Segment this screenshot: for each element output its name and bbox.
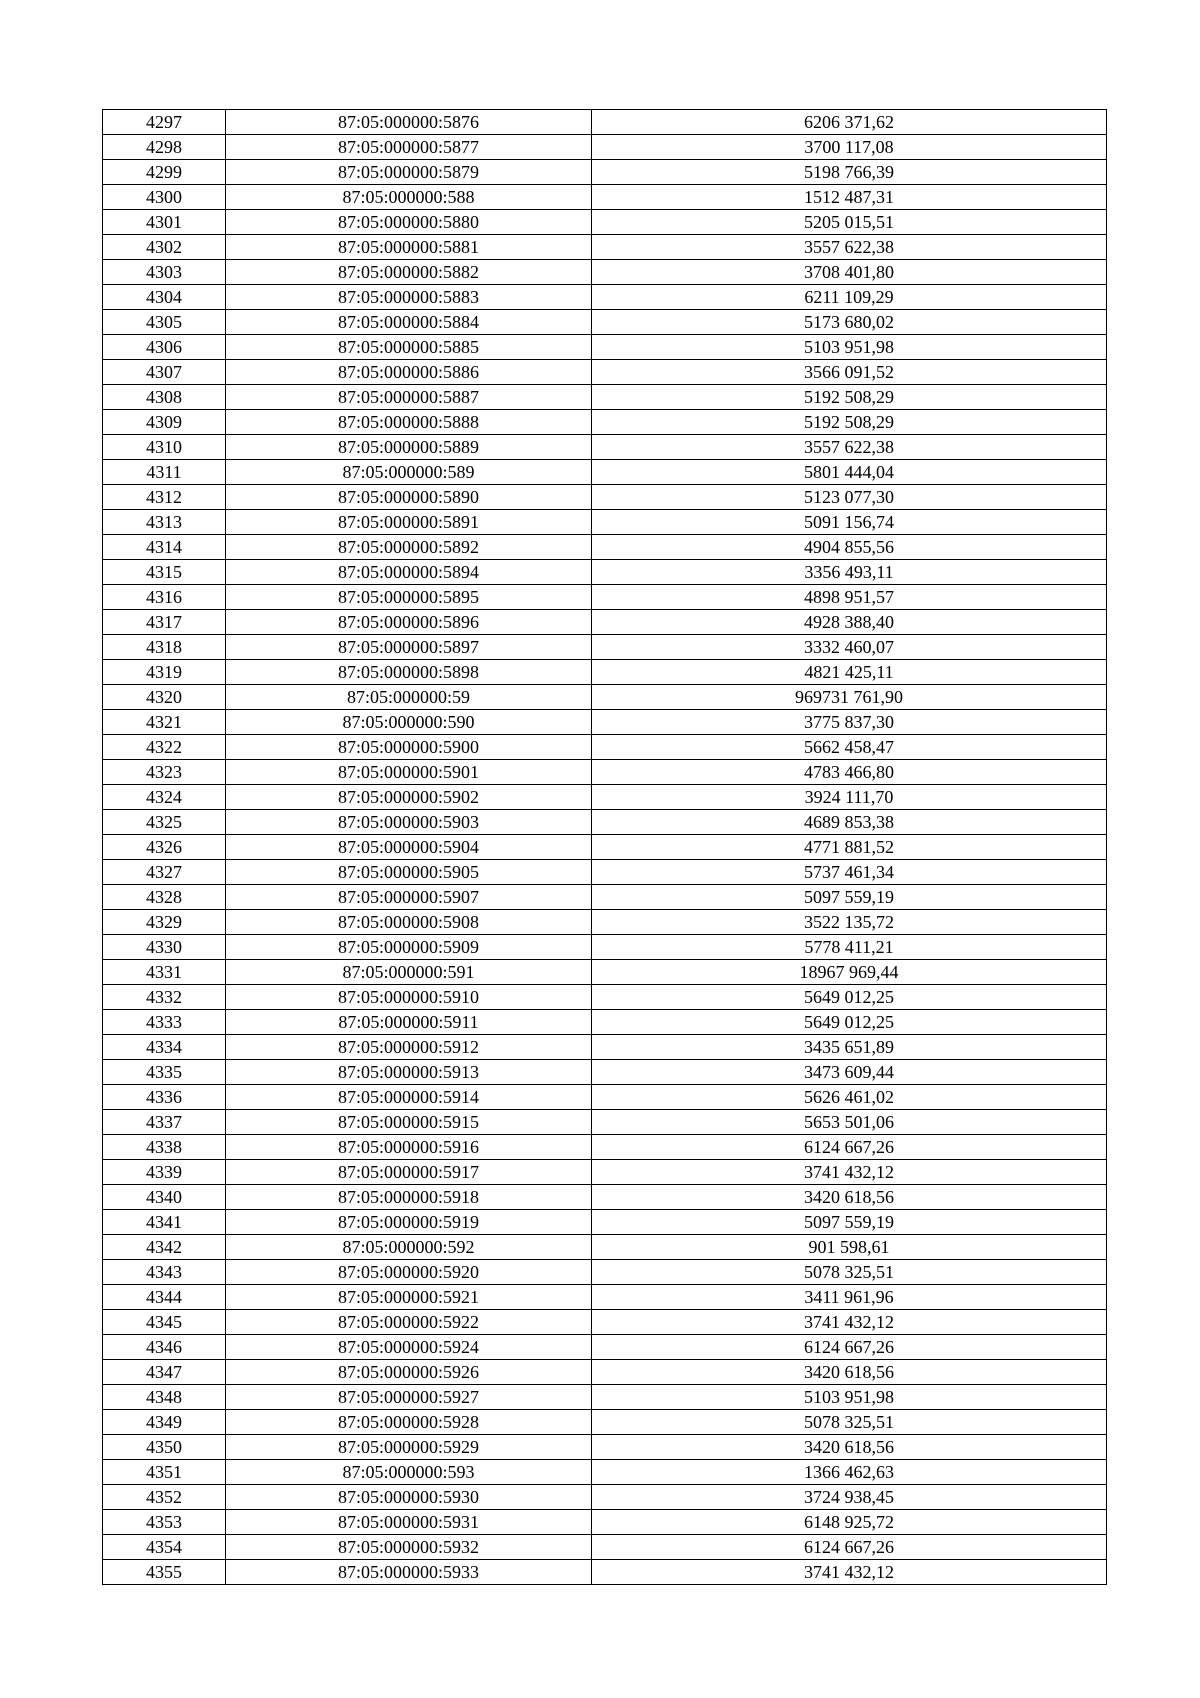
table-row: [103, 1460, 1107, 1485]
cadastral-value-cell: 3557 622,38: [592, 435, 1107, 460]
row-number-cell: 4325: [103, 810, 226, 835]
cadastral-number-cell: 87:05:000000:5901: [226, 760, 592, 785]
row-number-cell: 4307: [103, 360, 226, 385]
cadastral-value-cell: 5078 325,51: [592, 1260, 1107, 1285]
row-number-cell: 4319: [103, 660, 226, 685]
table-row: [103, 1185, 1107, 1210]
cadastral-value-cell: 4898 951,57: [592, 585, 1107, 610]
cadastral-number-cell: 87:05:000000:5895: [226, 585, 592, 610]
table-row: [103, 535, 1107, 560]
table-row: [103, 1110, 1107, 1135]
cadastral-number-cell: 87:05:000000:5921: [226, 1285, 592, 1310]
table-row: [103, 1310, 1107, 1335]
table-row: [103, 435, 1107, 460]
cadastral-value-cell: 5653 501,06: [592, 1110, 1107, 1135]
row-number-cell: 4351: [103, 1460, 226, 1485]
row-number-cell: 4333: [103, 1010, 226, 1035]
row-number-cell: 4302: [103, 235, 226, 260]
row-number-cell: 4335: [103, 1060, 226, 1085]
row-number-cell: 4342: [103, 1235, 226, 1260]
table-row: [103, 1510, 1107, 1535]
cadastral-number-cell: 87:05:000000:589: [226, 460, 592, 485]
table-row: [103, 760, 1107, 785]
cadastral-number-cell: 87:05:000000:5913: [226, 1060, 592, 1085]
cadastral-value-cell: 6206 371,62: [592, 110, 1107, 135]
cadastral-number-cell: 87:05:000000:5932: [226, 1535, 592, 1560]
row-number-cell: 4348: [103, 1385, 226, 1410]
row-number-cell: 4327: [103, 860, 226, 885]
cadastral-value-cell: 901 598,61: [592, 1235, 1107, 1260]
cadastral-value-cell: 3566 091,52: [592, 360, 1107, 385]
table-row: [103, 335, 1107, 360]
row-number-cell: 4318: [103, 635, 226, 660]
table-row: [103, 135, 1107, 160]
cadastral-number-cell: 87:05:000000:5931: [226, 1510, 592, 1535]
cadastral-value-cell: 5078 325,51: [592, 1410, 1107, 1435]
cadastral-number-cell: 87:05:000000:5876: [226, 110, 592, 135]
table-row: [103, 285, 1107, 310]
row-number-cell: 4313: [103, 510, 226, 535]
table-row: [103, 1135, 1107, 1160]
table-row: [103, 1360, 1107, 1385]
row-number-cell: 4323: [103, 760, 226, 785]
cadastral-value-cell: 5123 077,30: [592, 485, 1107, 510]
row-number-cell: 4331: [103, 960, 226, 985]
row-number-cell: 4343: [103, 1260, 226, 1285]
table-row: [103, 735, 1107, 760]
cadastral-number-cell: 87:05:000000:5924: [226, 1335, 592, 1360]
cadastral-number-cell: 87:05:000000:5891: [226, 510, 592, 535]
cadastral-number-cell: 87:05:000000:5916: [226, 1135, 592, 1160]
table-row: [103, 985, 1107, 1010]
table-row: [103, 110, 1107, 135]
row-number-cell: 4311: [103, 460, 226, 485]
cadastral-value-cell: 3741 432,12: [592, 1560, 1107, 1585]
cadastral-number-cell: 87:05:000000:5892: [226, 535, 592, 560]
cadastral-value-cell: 969731 761,90: [592, 685, 1107, 710]
cadastral-number-cell: 87:05:000000:588: [226, 185, 592, 210]
row-number-cell: 4347: [103, 1360, 226, 1385]
row-number-cell: 4350: [103, 1435, 226, 1460]
cadastral-value-cell: 1512 487,31: [592, 185, 1107, 210]
cadastral-number-cell: 87:05:000000:5926: [226, 1360, 592, 1385]
table-row: [103, 360, 1107, 385]
table-row: [103, 960, 1107, 985]
table-row: [103, 410, 1107, 435]
table-row: [103, 935, 1107, 960]
cadastral-number-cell: 87:05:000000:5881: [226, 235, 592, 260]
cadastral-value-cell: 3741 432,12: [592, 1310, 1107, 1335]
row-number-cell: 4340: [103, 1185, 226, 1210]
cadastral-number-cell: 87:05:000000:590: [226, 710, 592, 735]
row-number-cell: 4353: [103, 1510, 226, 1535]
table-row: [103, 1010, 1107, 1035]
table-row: [103, 585, 1107, 610]
table-row: [103, 385, 1107, 410]
cadastral-value-cell: 3741 432,12: [592, 1160, 1107, 1185]
table-row: [103, 510, 1107, 535]
cadastral-value-cell: 4771 881,52: [592, 835, 1107, 860]
cadastral-number-cell: 87:05:000000:592: [226, 1235, 592, 1260]
cadastral-number-cell: 87:05:000000:5890: [226, 485, 592, 510]
row-number-cell: 4312: [103, 485, 226, 510]
table-row: [103, 910, 1107, 935]
row-number-cell: 4332: [103, 985, 226, 1010]
cadastral-number-cell: 87:05:000000:5907: [226, 885, 592, 910]
table-row: [103, 1160, 1107, 1185]
row-number-cell: 4299: [103, 160, 226, 185]
cadastral-number-cell: 87:05:000000:5903: [226, 810, 592, 835]
cadastral-value-cell: 3724 938,45: [592, 1485, 1107, 1510]
row-number-cell: 4345: [103, 1310, 226, 1335]
table-row: [103, 1535, 1107, 1560]
table-row: [103, 460, 1107, 485]
cadastral-number-cell: 87:05:000000:5929: [226, 1435, 592, 1460]
table-row: [103, 885, 1107, 910]
cadastral-value-cell: 3411 961,96: [592, 1285, 1107, 1310]
cadastral-value-cell: 6124 667,26: [592, 1335, 1107, 1360]
cadastral-value-cell: 6124 667,26: [592, 1535, 1107, 1560]
cadastral-value-cell: 3473 609,44: [592, 1060, 1107, 1085]
row-number-cell: 4298: [103, 135, 226, 160]
cadastral-number-cell: 87:05:000000:5877: [226, 135, 592, 160]
row-number-cell: 4346: [103, 1335, 226, 1360]
cadastral-value-cell: 5205 015,51: [592, 210, 1107, 235]
row-number-cell: 4306: [103, 335, 226, 360]
row-number-cell: 4354: [103, 1535, 226, 1560]
row-number-cell: 4320: [103, 685, 226, 710]
cadastral-value-cell: 3356 493,11: [592, 560, 1107, 585]
cadastral-value-cell: 4821 425,11: [592, 660, 1107, 685]
cadastral-value-cell: 3775 837,30: [592, 710, 1107, 735]
table-row: [103, 235, 1107, 260]
cadastral-value-cell: 5173 680,02: [592, 310, 1107, 335]
cadastral-number-cell: 87:05:000000:591: [226, 960, 592, 985]
row-number-cell: 4344: [103, 1285, 226, 1310]
table-row: [103, 635, 1107, 660]
cadastral-value-cell: 3435 651,89: [592, 1035, 1107, 1060]
cadastral-value-cell: 5737 461,34: [592, 860, 1107, 885]
cadastral-value-cell: 6148 925,72: [592, 1510, 1107, 1535]
cadastral-number-cell: 87:05:000000:5920: [226, 1260, 592, 1285]
cadastral-value-cell: 5778 411,21: [592, 935, 1107, 960]
cadastral-value-table: [102, 109, 1107, 1585]
cadastral-value-cell: 3420 618,56: [592, 1360, 1107, 1385]
cadastral-number-cell: 87:05:000000:5909: [226, 935, 592, 960]
table-row: [103, 560, 1107, 585]
cadastral-value-cell: 5103 951,98: [592, 335, 1107, 360]
cadastral-value-cell: 5103 951,98: [592, 1385, 1107, 1410]
cadastral-number-cell: 87:05:000000:593: [226, 1460, 592, 1485]
row-number-cell: 4316: [103, 585, 226, 610]
table-row: [103, 260, 1107, 285]
row-number-cell: 4321: [103, 710, 226, 735]
cadastral-number-cell: 87:05:000000:5900: [226, 735, 592, 760]
row-number-cell: 4300: [103, 185, 226, 210]
cadastral-number-cell: 87:05:000000:5919: [226, 1210, 592, 1235]
row-number-cell: 4322: [103, 735, 226, 760]
table-row: [103, 160, 1107, 185]
table-row: [103, 210, 1107, 235]
table-row: [103, 1560, 1107, 1585]
cadastral-number-cell: 87:05:000000:5911: [226, 1010, 592, 1035]
cadastral-value-cell: 3332 460,07: [592, 635, 1107, 660]
row-number-cell: 4301: [103, 210, 226, 235]
cadastral-value-cell: 3708 401,80: [592, 260, 1107, 285]
table-row: [103, 1285, 1107, 1310]
cadastral-number-cell: 87:05:000000:5887: [226, 385, 592, 410]
cadastral-number-cell: 87:05:000000:5908: [226, 910, 592, 935]
cadastral-number-cell: 87:05:000000:5927: [226, 1385, 592, 1410]
cadastral-value-cell: 4928 388,40: [592, 610, 1107, 635]
row-number-cell: 4341: [103, 1210, 226, 1235]
row-number-cell: 4309: [103, 410, 226, 435]
cadastral-number-cell: 87:05:000000:5905: [226, 860, 592, 885]
table-row: [103, 1260, 1107, 1285]
cadastral-number-cell: 87:05:000000:5922: [226, 1310, 592, 1335]
row-number-cell: 4338: [103, 1135, 226, 1160]
cadastral-value-cell: 5192 508,29: [592, 385, 1107, 410]
cadastral-value-cell: 3420 618,56: [592, 1185, 1107, 1210]
cadastral-number-cell: 87:05:000000:5915: [226, 1110, 592, 1135]
table-row: [103, 485, 1107, 510]
table-row: [103, 860, 1107, 885]
cadastral-value-cell: 5091 156,74: [592, 510, 1107, 535]
cadastral-number-cell: 87:05:000000:5894: [226, 560, 592, 585]
cadastral-number-cell: 87:05:000000:5880: [226, 210, 592, 235]
row-number-cell: 4336: [103, 1085, 226, 1110]
table-row: [103, 1385, 1107, 1410]
cadastral-number-cell: 87:05:000000:5904: [226, 835, 592, 860]
cadastral-number-cell: 87:05:000000:5914: [226, 1085, 592, 1110]
row-number-cell: 4310: [103, 435, 226, 460]
row-number-cell: 4326: [103, 835, 226, 860]
cadastral-value-cell: 5198 766,39: [592, 160, 1107, 185]
cadastral-value-cell: 5649 012,25: [592, 1010, 1107, 1035]
cadastral-value-cell: 1366 462,63: [592, 1460, 1107, 1485]
row-number-cell: 4304: [103, 285, 226, 310]
row-number-cell: 4317: [103, 610, 226, 635]
cadastral-value-cell: 3924 111,70: [592, 785, 1107, 810]
table-row: [103, 1035, 1107, 1060]
cadastral-number-cell: 87:05:000000:5918: [226, 1185, 592, 1210]
row-number-cell: 4355: [103, 1560, 226, 1585]
cadastral-value-cell: 3557 622,38: [592, 235, 1107, 260]
table-row: [103, 785, 1107, 810]
row-number-cell: 4308: [103, 385, 226, 410]
cadastral-value-cell: 5662 458,47: [592, 735, 1107, 760]
table-row: [103, 1060, 1107, 1085]
table-row: [103, 610, 1107, 635]
table-row: [103, 1335, 1107, 1360]
cadastral-number-cell: 87:05:000000:5902: [226, 785, 592, 810]
cadastral-number-cell: 87:05:000000:5879: [226, 160, 592, 185]
cadastral-value-cell: 5801 444,04: [592, 460, 1107, 485]
cadastral-value-cell: 6124 667,26: [592, 1135, 1107, 1160]
cadastral-number-cell: 87:05:000000:5928: [226, 1410, 592, 1435]
row-number-cell: 4352: [103, 1485, 226, 1510]
cadastral-number-cell: 87:05:000000:5884: [226, 310, 592, 335]
cadastral-value-cell: 3700 117,08: [592, 135, 1107, 160]
table-row: [103, 710, 1107, 735]
cadastral-value-cell: 18967 969,44: [592, 960, 1107, 985]
row-number-cell: 4305: [103, 310, 226, 335]
table-row: [103, 685, 1107, 710]
table-body: [103, 110, 1107, 1585]
row-number-cell: 4330: [103, 935, 226, 960]
table-row: [103, 835, 1107, 860]
row-number-cell: 4297: [103, 110, 226, 135]
cadastral-number-cell: 87:05:000000:5883: [226, 285, 592, 310]
table-row: [103, 1410, 1107, 1435]
cadastral-number-cell: 87:05:000000:5885: [226, 335, 592, 360]
cadastral-value-cell: 3420 618,56: [592, 1435, 1107, 1460]
row-number-cell: 4315: [103, 560, 226, 585]
cadastral-number-cell: 87:05:000000:5933: [226, 1560, 592, 1585]
table-row: [103, 310, 1107, 335]
cadastral-value-cell: 5649 012,25: [592, 985, 1107, 1010]
table-row: [103, 1235, 1107, 1260]
cadastral-value-cell: 6211 109,29: [592, 285, 1107, 310]
table-row: [103, 1085, 1107, 1110]
row-number-cell: 4339: [103, 1160, 226, 1185]
row-number-cell: 4337: [103, 1110, 226, 1135]
cadastral-value-cell: 4904 855,56: [592, 535, 1107, 560]
cadastral-value-cell: 5097 559,19: [592, 1210, 1107, 1235]
row-number-cell: 4314: [103, 535, 226, 560]
table-row: [103, 1485, 1107, 1510]
cadastral-number-cell: 87:05:000000:59: [226, 685, 592, 710]
row-number-cell: 4303: [103, 260, 226, 285]
cadastral-number-cell: 87:05:000000:5912: [226, 1035, 592, 1060]
row-number-cell: 4324: [103, 785, 226, 810]
row-number-cell: 4328: [103, 885, 226, 910]
table-row: [103, 1210, 1107, 1235]
cadastral-value-cell: 5626 461,02: [592, 1085, 1107, 1110]
cadastral-number-cell: 87:05:000000:5889: [226, 435, 592, 460]
cadastral-number-cell: 87:05:000000:5896: [226, 610, 592, 635]
cadastral-number-cell: 87:05:000000:5886: [226, 360, 592, 385]
cadastral-number-cell: 87:05:000000:5882: [226, 260, 592, 285]
table-row: [103, 185, 1107, 210]
cadastral-number-cell: 87:05:000000:5888: [226, 410, 592, 435]
row-number-cell: 4334: [103, 1035, 226, 1060]
cadastral-number-cell: 87:05:000000:5930: [226, 1485, 592, 1510]
cadastral-value-cell: 3522 135,72: [592, 910, 1107, 935]
cadastral-number-cell: 87:05:000000:5910: [226, 985, 592, 1010]
cadastral-value-cell: 4689 853,38: [592, 810, 1107, 835]
row-number-cell: 4329: [103, 910, 226, 935]
table-row: [103, 1435, 1107, 1460]
cadastral-number-cell: 87:05:000000:5897: [226, 635, 592, 660]
cadastral-value-cell: 4783 466,80: [592, 760, 1107, 785]
cadastral-number-cell: 87:05:000000:5898: [226, 660, 592, 685]
table-row: [103, 660, 1107, 685]
row-number-cell: 4349: [103, 1410, 226, 1435]
cadastral-number-cell: 87:05:000000:5917: [226, 1160, 592, 1185]
cadastral-value-cell: 5192 508,29: [592, 410, 1107, 435]
cadastral-value-cell: 5097 559,19: [592, 885, 1107, 910]
table-row: [103, 810, 1107, 835]
